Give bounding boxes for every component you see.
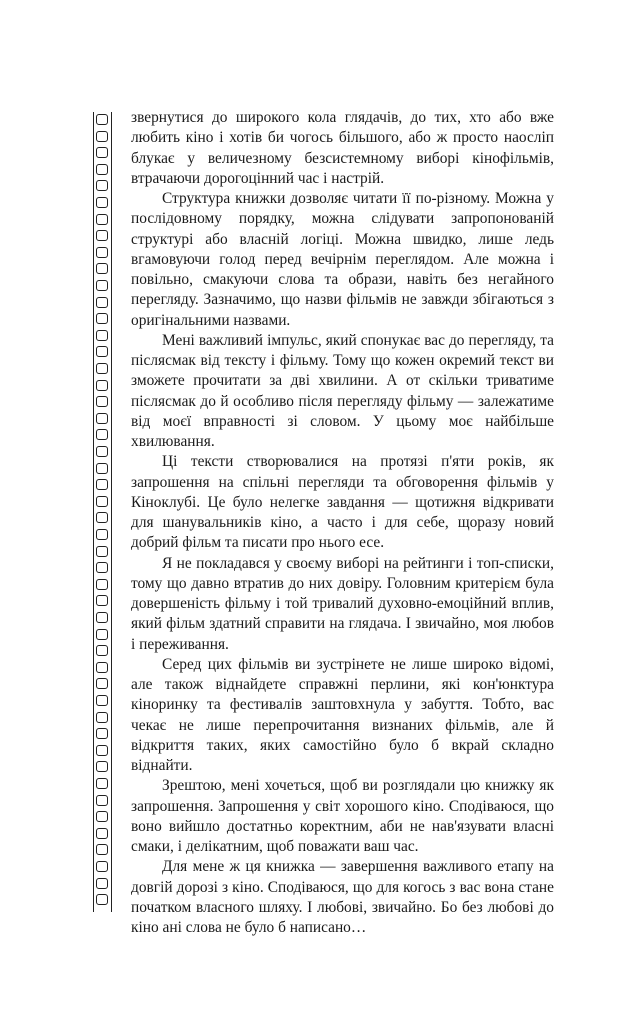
sprocket-hole-icon (96, 529, 108, 540)
sprocket-hole-icon (96, 546, 108, 557)
paragraph-criteria: Я не покладався у своєму виборі на рейтинги і топ-списки, тому що давно втратив до них довіру. Головним критерієм була довершеність фільму і той тривалий духовно-емоційний вплив, який фільм здатний справити на глядача. І звичайно, моя любов і переживання. (131, 554, 554, 653)
paragraph-conclusion: Для мене ж ця книжка — завершення важливого етапу на довгій дорозі з кіно. Сподіваюся, що для когось з вас вона стане початком власного шляху. І любові, звичайно. Бо без любові до кіно ані слова не було б написано… (131, 858, 554, 936)
sprocket-hole-icon (96, 678, 108, 689)
sprocket-hole-icon (96, 496, 108, 507)
sprocket-hole-icon (96, 861, 108, 872)
sprocket-hole-icon (96, 828, 108, 839)
sprocket-hole-icon (96, 180, 108, 191)
sprocket-hole-icon (96, 197, 108, 208)
sprocket-hole-icon (96, 811, 108, 822)
film-strip-right-edge (111, 112, 112, 912)
sprocket-hole-icon (96, 429, 108, 440)
sprocket-hole-icon (96, 164, 108, 175)
sprocket-hole-icon (96, 313, 108, 324)
sprocket-hole-icon (96, 346, 108, 357)
sprocket-hole-icon (96, 396, 108, 407)
sprocket-hole-icon (96, 612, 108, 623)
sprocket-hole-icon (96, 363, 108, 374)
sprocket-hole-icon (96, 662, 108, 673)
sprocket-hole-icon (96, 712, 108, 723)
sprocket-hole-icon (96, 330, 108, 341)
sprocket-hole-icon (96, 147, 108, 158)
paragraph-discoveries: Серед цих фільмів ви зустрінете не лише широко відомі, але також віднайдете справжні перлини, які кон'юнктура кіноринку та фестивалів заштовхнула у забуття. Тобто, вас чекає не лише перепрочитання визнаних фільмів, але й відкриття таких, яких самостійно було б вкрай складно віднайти. (131, 655, 554, 774)
paragraph-history: Ці тексти створювалися на протязі п'яти років, як запрошення на спільні перегляди та обговорення фільмів у Кіноклубі. Це було нелегке завдання — щотижня відкривати для шанувальників кіно, а часто і для себе, щоразу новий добрий фільм та писати про нього есе. (131, 453, 554, 552)
sprocket-hole-icon (96, 629, 108, 640)
sprocket-hole-icon (96, 745, 108, 756)
sprocket-hole-icon (96, 380, 108, 391)
sprocket-hole-icon (96, 761, 108, 772)
sprocket-hole-icon (96, 778, 108, 789)
paragraph-impulse: Мені важливий імпульс, який спонукає вас до перегляду, та післясмак від тексту і фільму. Тому що кожен окремий текст ви зможете прочитати за дві хвилини. А от скільки триватиме післясмак до й особливо після перегляду фільму — залежатиме від моєї вправності зі словом. У цьому моє найбільше хвилювання. (131, 331, 554, 450)
sprocket-hole-icon (96, 579, 108, 590)
sprocket-hole-icon (96, 131, 108, 142)
film-strip-border (93, 112, 113, 912)
sprocket-hole-icon (96, 230, 108, 241)
sprocket-hole-icon (96, 695, 108, 706)
paragraph-invitation: Зрештою, мені хочеться, щоб ви розглядали цю книжку як запрошення. Запрошення у світ хорошого кіно. Сподіваюся, що воно вийшло достатньо коректним, аби не нав'язувати власні смаки, і делікатним, щоб поважати ваш час. (131, 777, 554, 855)
sprocket-hole-icon (96, 595, 108, 606)
sprocket-hole-icon (96, 463, 108, 474)
film-strip-left-edge (93, 112, 94, 912)
sprocket-hole-icon (96, 894, 108, 905)
sprocket-hole-icon (96, 280, 108, 291)
sprocket-hole-icon (96, 263, 108, 274)
sprocket-hole-icon (96, 247, 108, 258)
sprocket-hole-icon (96, 645, 108, 656)
sprocket-hole-icon (96, 297, 108, 308)
sprocket-hole-icon (96, 114, 108, 125)
sprocket-hole-icon (96, 512, 108, 523)
sprocket-hole-icon (96, 214, 108, 225)
sprocket-hole-icon (96, 479, 108, 490)
page-text (131, 108, 554, 938)
sprocket-hole-icon (96, 795, 108, 806)
paragraph-structure: Структура книжки дозволяє читати її по-різному. Можна у послідовному порядку, можна слідувати запропонованій структурі або власній логіці. Можна швидко, лише ледь вгамовуючи голод перед вечірнім переглядом. Але можна і повільно, смакуючи слова та образи, навіть без негайного перегляду. Зазначимо, що назви фільмів не завжди збігаються з оригінальними назвами. (131, 190, 554, 329)
paragraph-continuation: звернутися до широкого кола глядачів, до тих, хто або вже любить кіно і хотів би чогось більшого, або ж просто наосліп блукає у величезному безсистемному виборі кінофільмів, втрачаючи дорогоцінний час і настрій. (131, 109, 554, 187)
sprocket-hole-icon (96, 728, 108, 739)
sprocket-hole-icon (96, 878, 108, 889)
sprocket-hole-icon (96, 413, 108, 424)
sprocket-hole-icon (96, 446, 108, 457)
sprocket-hole-icon (96, 562, 108, 573)
sprocket-hole-icon (96, 844, 108, 855)
